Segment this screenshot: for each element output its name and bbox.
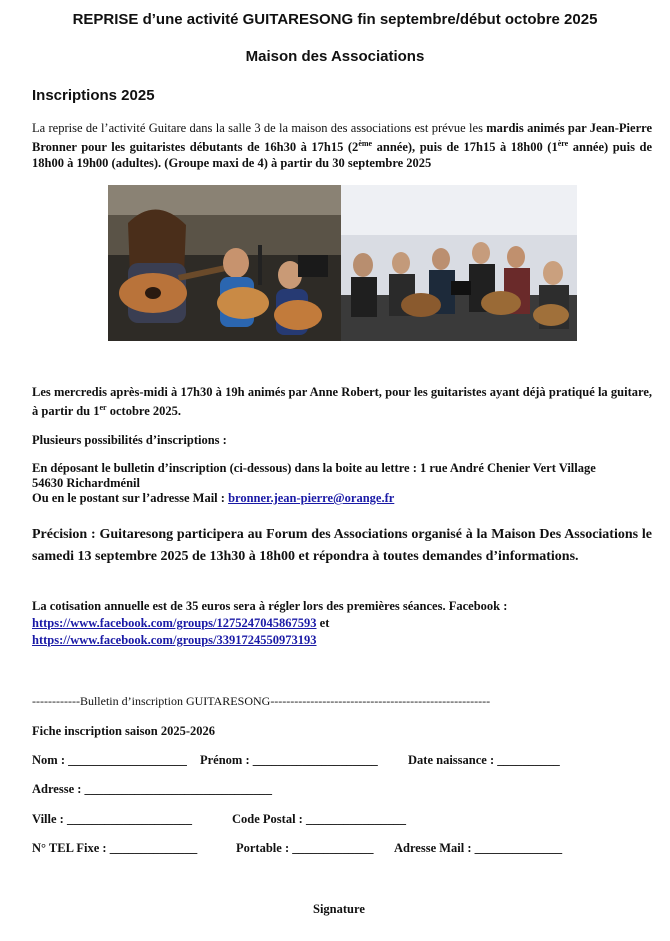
superscript-er: er bbox=[99, 403, 107, 412]
bulletin-divider: ------------Bulletin d’inscription GUITARESONG------------------------------------------------------- bbox=[32, 694, 491, 708]
nom-field[interactable]: Nom : ___________________ bbox=[32, 753, 187, 767]
facebook-link-2[interactable]: https://www.facebook.com/groups/3391724550973193 bbox=[32, 633, 317, 647]
ville-field[interactable]: Ville : ____________________ bbox=[32, 812, 192, 826]
link-separator: et bbox=[316, 616, 330, 630]
email-link[interactable]: bronner.jean-pierre@orange.fr bbox=[228, 491, 395, 505]
deposit-line: En déposant le bulletin d’inscription (ci-dessous) dans la boite au lettre : 1 rue André Chenier Vert Village bbox=[32, 461, 596, 475]
superscript-2: ère bbox=[557, 139, 569, 148]
possibilities-heading: Plusieurs possibilités d’inscriptions : bbox=[32, 433, 227, 447]
email-prefix: Ou en le postant sur l’adresse Mail : bbox=[32, 491, 229, 505]
city-line: 54630 Richardménil bbox=[32, 476, 140, 490]
cotisation-text: La cotisation annuelle est de 35 euros sera à régler lors des premières séances. Facebook : bbox=[32, 599, 508, 613]
wednesday-text-b: octobre 2025. bbox=[106, 404, 182, 419]
intro-text-b: mardis animés par Jean-Pierre Bronner pour les guitaristes débutants de 16h30 à 17h15 (2 bbox=[32, 121, 652, 155]
tel-fixe-field[interactable]: N° TEL Fixe : ______________ bbox=[32, 841, 198, 855]
cotisation-block bbox=[32, 598, 652, 649]
facebook-line-1 bbox=[32, 615, 652, 632]
facebook-link-1[interactable]: https://www.facebook.com/groups/1275247045867593 bbox=[32, 616, 317, 630]
section-heading: Inscriptions 2025 bbox=[32, 87, 155, 104]
superscript-1: ème bbox=[358, 139, 373, 148]
intro-text-d: année) puis de 18h00 à 19h00 (adultes). (Groupe maxi de 4) à partir du 30 septembre 2025 bbox=[32, 140, 652, 171]
adresse-mail-field[interactable]: Adresse Mail : ______________ bbox=[394, 841, 563, 855]
photo-group-guitar bbox=[341, 185, 577, 341]
prenom-field[interactable]: Prénom : ____________________ bbox=[200, 753, 378, 767]
adresse-field[interactable]: Adresse : ______________________________ bbox=[32, 782, 273, 796]
document-subtitle: Maison des Associations bbox=[245, 48, 425, 65]
possibilities-block bbox=[32, 461, 652, 506]
photo-students-guitar bbox=[108, 185, 341, 341]
wednesday-text-a: Les mercredis après-midi à 17h30 à 19h animés par Anne Robert, pour les guitaristes ayant déjà pratiqué la guitare, à partir du 1 bbox=[32, 385, 652, 419]
wednesday-paragraph bbox=[32, 384, 652, 419]
email-line bbox=[32, 491, 652, 506]
portable-field[interactable]: Portable : _____________ bbox=[236, 841, 374, 855]
date-naissance-field[interactable]: Date naissance : __________ bbox=[408, 753, 560, 767]
precision-paragraph: Précision : Guitaresong participera au Forum des Associations organisé à la Maison Des Associations le samedi 13 septembre 2025 de 13h30 à 18h00 et répondra à toutes demandes d’informations. bbox=[32, 527, 652, 564]
intro-text-c: année), puis de 17h15 à 18h00 (1 bbox=[372, 140, 558, 155]
code-postal-field[interactable]: Code Postal : ________________ bbox=[232, 812, 406, 826]
document-title: REPRISE d’une activité GUITARESONG fin septembre/début octobre 2025 bbox=[72, 11, 598, 28]
signature-label: Signature bbox=[313, 902, 365, 916]
fiche-heading: Fiche inscription saison 2025-2026 bbox=[32, 724, 215, 738]
intro-paragraph bbox=[32, 120, 652, 171]
intro-text-a: La reprise de l’activité Guitare dans la salle 3 de la maison des associations est prévue les bbox=[32, 121, 487, 135]
